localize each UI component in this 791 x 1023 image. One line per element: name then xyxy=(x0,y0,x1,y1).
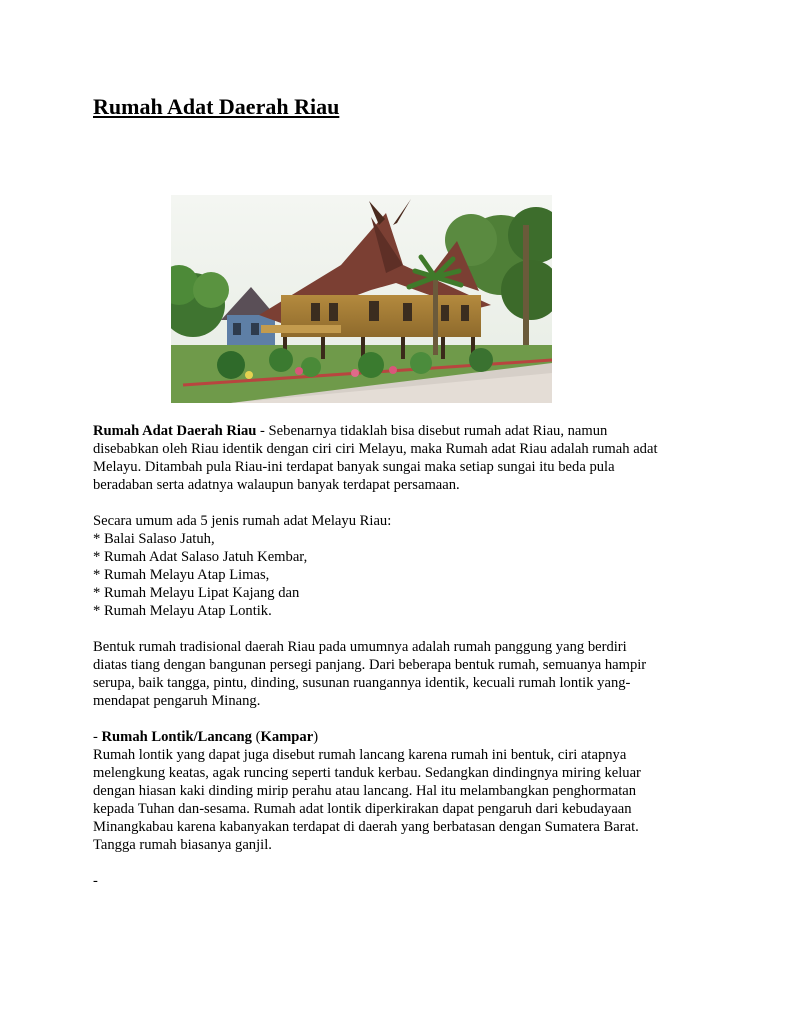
intro-paragraph xyxy=(93,422,703,494)
intro-line-1-rest: - Sebenarnya tidaklah bisa disebut rumah adat Riau, namun xyxy=(256,423,608,439)
section-line: kepada Tuhan dan-sesama. Rumah adat lontik diperkirakan dapat pengaruh dari kebudayaan xyxy=(93,801,632,817)
page-title: Rumah Adat Daerah Riau xyxy=(93,94,340,119)
trailing-dash: - xyxy=(93,873,98,889)
section-region-bold: Kampar xyxy=(260,729,314,745)
paragraph-line: serupa, baik tangga, pintu, dinding, susunan ruangannya identik, kecuali rumah lontik yang- xyxy=(93,675,631,691)
list-item: * Rumah Adat Salaso Jatuh Kembar, xyxy=(93,549,308,565)
list-item: * Rumah Melayu Lipat Kajang dan xyxy=(93,585,300,601)
section-heading xyxy=(93,728,703,746)
paragraph-line: diatas tiang dengan bangunan persegi panjang. Dari beberapa bentuk rumah, semuanya hampir xyxy=(93,657,647,673)
intro-line-3: Melayu. Ditambah pula Riau-ini terdapat banyak sungai maka setiap sungai itu beda pula xyxy=(93,459,615,475)
house-types-paragraph xyxy=(93,512,703,620)
intro-lead-bold: Rumah Adat Daerah Riau xyxy=(93,423,257,439)
riau-traditional-house-photo xyxy=(171,195,552,403)
section-paren-open: ( xyxy=(251,729,261,745)
intro-line-2: disebabkan oleh Riau identik dengan ciri ciri Melayu, maka Rumah adat Riau adalah rumah adat xyxy=(93,441,658,457)
form-paragraph xyxy=(93,638,703,710)
section-line: melengkung keatas, agak runcing seperti tanduk kerbau. Sedangkan dindingnya miring keluar xyxy=(93,765,641,781)
list-item: * Rumah Melayu Atap Lontik. xyxy=(93,603,272,619)
section-dash: - xyxy=(93,729,102,745)
rumah-lontik-section xyxy=(93,728,703,854)
section-line: Minangkabau karena kabanyakan terdapat di daerah yang berbatasan dengan Sumatera Barat. xyxy=(93,819,639,835)
section-paren-close: ) xyxy=(313,729,319,745)
intro-line-1 xyxy=(93,422,703,440)
paragraph-line: mendapat pengaruh Minang. xyxy=(93,693,261,709)
list-item: * Balai Salaso Jatuh, xyxy=(93,531,215,547)
article-body xyxy=(93,422,703,908)
section-line: Rumah lontik yang dapat juga disebut rumah lancang karena rumah ini bentuk, ciri atapnya xyxy=(93,747,627,763)
section-line: dengan hiasan kaki dinding mirip perahu atau lancang. Hal itu melambangkan penghormatan xyxy=(93,783,637,799)
section-heading-bold: Rumah Lontik/Lancang xyxy=(101,729,252,745)
list-intro: Secara umum ada 5 jenis rumah adat Melayu Riau: xyxy=(93,513,392,529)
section-line: Tangga rumah biasanya ganjil. xyxy=(93,837,272,853)
list-item: * Rumah Melayu Atap Limas, xyxy=(93,567,270,583)
intro-line-4: beradaban serta adatnya walaupun banyak terdapat persamaan. xyxy=(93,477,460,493)
paragraph-line: Bentuk rumah tradisional daerah Riau pada umumnya adalah rumah panggung yang berdiri xyxy=(93,639,627,655)
